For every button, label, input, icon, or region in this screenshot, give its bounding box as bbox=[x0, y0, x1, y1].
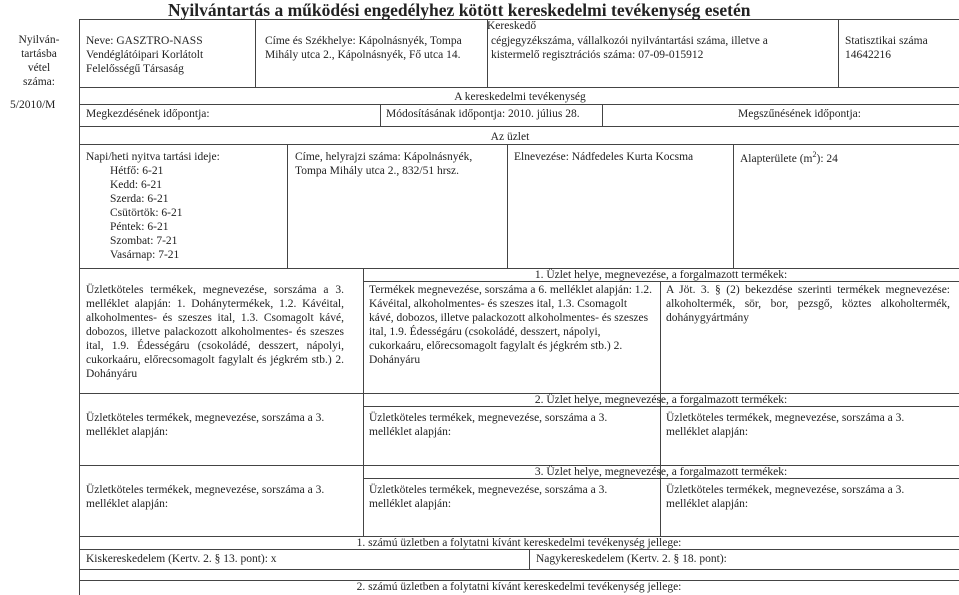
products-divider-2 bbox=[660, 281, 661, 536]
hours-saturday: Szombat: 7-21 bbox=[110, 235, 178, 247]
shop-area: Alapterülete $(m^2)$: 24 bbox=[740, 150, 838, 165]
trader-header: Kereskedő bbox=[487, 20, 537, 32]
trader-divider-3 bbox=[838, 19, 839, 87]
shop-divider-3 bbox=[733, 144, 734, 268]
licensed-products-left: Üzletköteles termékek, megnevezése, sorszáma a 3. melléklet alapján: 1. Dohánytermékek, 1.2. Kávéital, alkoholmentes- és szeszes ital, 1.3. Csomagolt kávé, dobozos, illetve palackozott alkoholmentes- és szeszes ital, 1.9. Édességáru (csokoládé, desszert, nápolyi, cukorkaáru, előrecsomagolt fagylalt és jégkrém stb.) 2. Dohányáru bbox=[86, 284, 344, 380]
opening-hours-title: Napi/heti nyitva tartási ideje: bbox=[86, 151, 220, 163]
activity-modified: Módosításának időpontja: 2010. július 28. bbox=[386, 108, 580, 120]
hours-friday: Péntek: 6-21 bbox=[110, 221, 169, 233]
activity-ended: Megszűnésének időpontja: bbox=[738, 108, 861, 120]
section2-header: 2. Üzlet helye, megnevezése, a forgalmazott termékek: bbox=[534, 394, 788, 406]
shop-name: Elnevezése: Nádfedeles Kurta Kocsma bbox=[514, 151, 694, 163]
activity-mid-line bbox=[79, 104, 959, 105]
section1-excise-products: A Jöt. 3. § (2) bekezdése szerinti termékek megnevezése: alkoholtermék, sör, bor, pezsgő, köztes alkoholtermék, dohánygyártmány bbox=[666, 284, 950, 324]
hours-thursday: Csütörtök: 6-21 bbox=[110, 207, 183, 219]
hours-tuesday: Kedd: 6-21 bbox=[110, 179, 163, 191]
wholesale-activity: Nagykereskedelem (Kertv. 2. § 18. pont): bbox=[536, 553, 727, 565]
activity-divider-1 bbox=[380, 104, 381, 126]
shop-header-line bbox=[79, 144, 959, 145]
shop-top-line bbox=[79, 126, 959, 127]
trader-registry: cégjegyzékszáma, vállalkozói nyilvántartási száma, illetve a kistermelő regisztrációs száma: 07-09-015912 bbox=[491, 35, 768, 61]
retail-activity: Kiskereskedelem (Kertv. 2. § 13. pont): x bbox=[86, 553, 277, 565]
activity-header: A kereskedelmi tevékenység bbox=[454, 91, 586, 103]
activity-start: Megkezdésének időpontja: bbox=[86, 108, 210, 120]
stat-label: Statisztikai száma bbox=[845, 35, 928, 47]
registration-label: Nyilván- tartásba vétel száma: bbox=[18, 34, 60, 88]
section3-mid: Üzletköteles termékek, megnevezése, sorszáma a 3. melléklet alapján: bbox=[369, 484, 608, 510]
trader-name: Neve: GASZTRO-NASS Vendéglátóipari Korlátolt Felelősségű Társaság bbox=[86, 35, 204, 75]
hours-wednesday: Szerda: 6-21 bbox=[110, 193, 169, 205]
page-title: Nyilvántartás a működési engedélyhez kötött kereskedelmi tevékenység esetén bbox=[168, 0, 751, 20]
activity-top-line bbox=[79, 87, 959, 88]
section2-right: Üzletköteles termékek, megnevezése, sorszáma a 3. melléklet alapján: bbox=[666, 412, 905, 438]
registration-number: 5/2010/M bbox=[10, 99, 56, 111]
section2-mid: Üzletköteles termékek, megnevezése, sorszáma a 3. melléklet alapján: bbox=[369, 412, 608, 438]
shop-header: Az üzlet bbox=[490, 131, 530, 143]
shop-address: Címe, helyrajzi száma: Kápolnásnyék, Tompa Mihály utca 2., 832/51 hrsz. bbox=[295, 151, 473, 177]
shop-divider-1 bbox=[287, 144, 288, 268]
section1-header: 1. Üzlet helye, megnevezése, a forgalmazott termékek: bbox=[534, 269, 788, 281]
footer-divider bbox=[529, 549, 530, 569]
section2-left: Üzletköteles termékek, megnevezése, sorszáma a 3. melléklet alapján: bbox=[86, 412, 325, 438]
activity-divider-2 bbox=[602, 104, 603, 126]
section3-header: 3. Üzlet helye, megnevezése, a forgalmazott termékek: bbox=[534, 466, 788, 478]
trader-divider-1 bbox=[255, 19, 256, 87]
opening-hours-list bbox=[110, 164, 183, 262]
stat-number: 14642216 bbox=[845, 49, 891, 61]
section3-right: Üzletköteles termékek, megnevezése, sorszáma a 3. melléklet alapján: bbox=[666, 484, 905, 510]
left-column-divider bbox=[79, 19, 80, 595]
trader-address: Címe és Székhelye: Kápolnásnyék, Tompa Mihály utca 2., Kápolnásnyék, Fő utca 14. bbox=[265, 35, 462, 61]
footer-mid-line bbox=[79, 569, 959, 570]
section3-left: Üzletköteles termékek, megnevezése, sorszáma a 3. melléklet alapján: bbox=[86, 484, 325, 510]
activity-type-header-2: 2. számú üzletben a folytatni kívánt kereskedelmi tevékenység jellege: bbox=[356, 581, 682, 593]
shop-divider-2 bbox=[507, 144, 508, 268]
hours-sunday: Vasárnap: 7-21 bbox=[110, 249, 180, 261]
section1-products: Termékek megnevezése, sorszáma a 6. melléklet alapján: 1.2. Kávéital, alkoholmentes- és szeszes ital, 1.3. Csomagolt kávé, dobozos, illetve palackozott alkoholmentes- és szeszes ital, 1.9. Édességáru (csokoládé, desszert, nápolyi, cukorkaáru, előrecsomagolt fagylalt és jégkrém stb.) 2. Dohányáru bbox=[369, 284, 653, 366]
activity-type-header-1: 1. számú üzletben a folytatni kívánt kereskedelmi tevékenység jellege: bbox=[356, 537, 682, 549]
hours-monday: Hétfő: 6-21 bbox=[110, 165, 164, 177]
